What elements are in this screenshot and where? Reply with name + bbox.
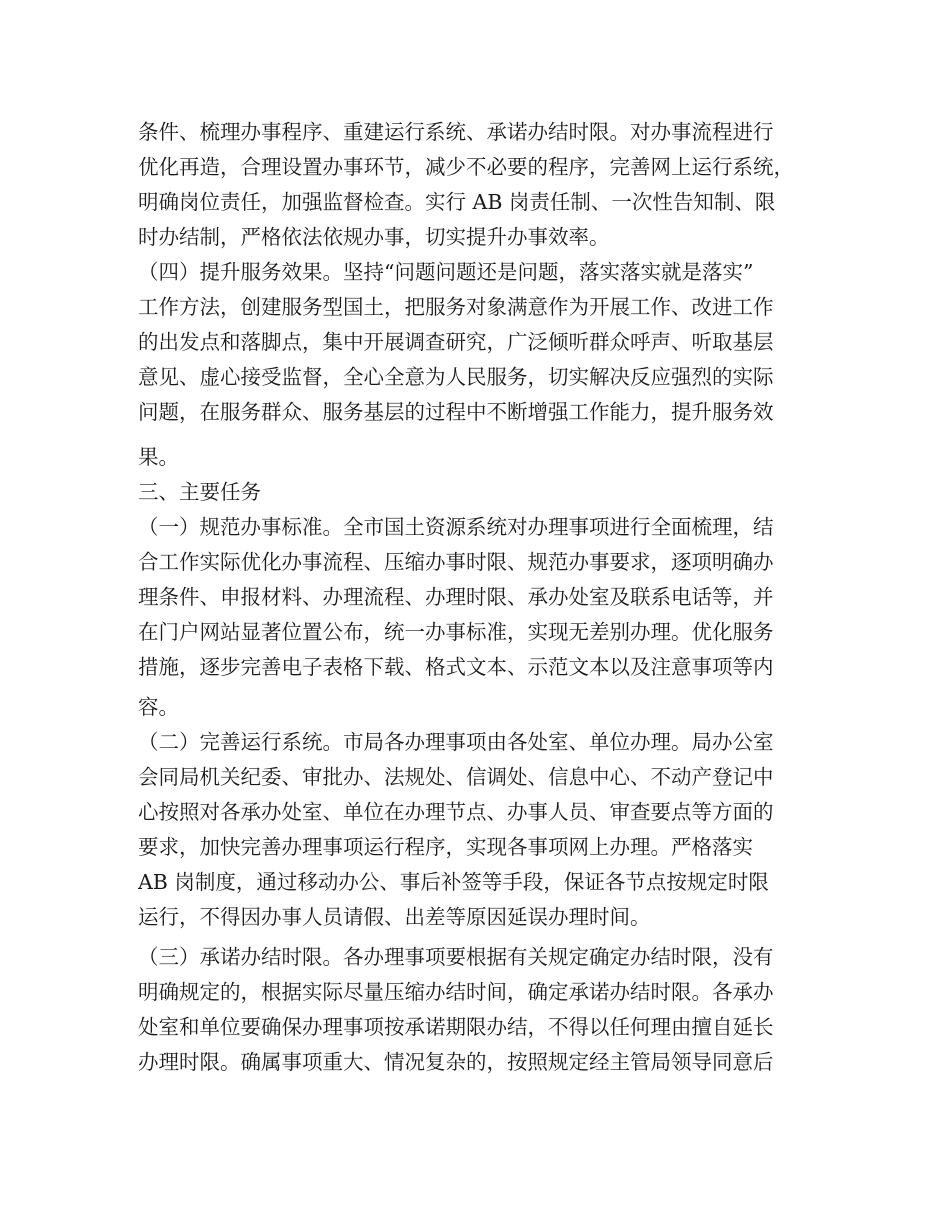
text-line: AB 岗制度，通过移动办公、事后补签等手段，保证各节点按规定时限: [138, 870, 769, 894]
text-line: 办理时限。确属事项重大、情况复杂的，按照规定经主管局领导同意后: [138, 1050, 774, 1074]
text-line: 会同局机关纪委、审批办、法规处、信调处、信息中心、不动产登记中: [138, 765, 774, 789]
text-line: 措施，逐步完善电子表格下载、格式文本、示范文本以及注意事项等内: [138, 655, 774, 679]
text-line: 意见、虚心接受监督，全心全意为人民服务，切实解决反应强烈的实际: [138, 365, 774, 389]
text-line: 理条件、申报材料、办理流程、办理时限、承办处室及联系电话等，并: [138, 585, 774, 609]
text-line: 心按照对各承办处室、单位在办理节点、办事人员、审查要点等方面的: [138, 800, 774, 824]
text-line: 运行，不得因办事人员请假、出差等原因延误办理时间。: [138, 905, 651, 929]
text-line: （一）规范办事标准。全市国土资源系统对办理事项进行全面梳理，结: [138, 515, 774, 539]
text-line: 处室和单位要确保办理事项按承诺期限办结，不得以任何理由擅自延长: [138, 1015, 774, 1039]
text-line: 优化再造，合理设置办事环节，减少不必要的程序，完善网上运行系统，: [138, 155, 794, 179]
text-line: 合工作实际优化办事流程、压缩办事时限、规范办事要求，逐项明确办: [138, 550, 774, 574]
text-line: 的出发点和落脚点，集中开展调查研究，广泛倾听群众呼声、听取基层: [138, 330, 774, 354]
text-line: （四）提升服务效果。坚持“问题问题还是问题，落实落实就是落实”: [138, 260, 754, 284]
text-line: 果。: [138, 445, 179, 469]
text-line: 明确岗位责任，加强监督检查。实行 AB 岗责任制、一次性告知制、限: [138, 190, 776, 214]
text-line: 条件、梳理办事程序、重建运行系统、承诺办结时限。对办事流程进行: [138, 120, 774, 144]
text-line: 要求，加快完善办理事项运行程序，实现各事项网上办理。严格落实: [138, 835, 753, 859]
text-line: 工作方法，创建服务型国土，把服务对象满意作为开展工作、改进工作: [138, 295, 774, 319]
text-line: 时办结制，严格依法依规办事，切实提升办事效率。: [138, 225, 610, 249]
text-line: （二）完善运行系统。市局各办理事项由各处室、单位办理。局办公室: [138, 730, 774, 754]
text-line: 容。: [138, 695, 179, 719]
section-heading: 三、主要任务: [138, 480, 261, 504]
text-line: 问题，在服务群众、服务基层的过程中不断增强工作能力，提升服务效: [138, 400, 774, 424]
text-line: 明确规定的，根据实际尽量压缩办结时间，确定承诺办结时限。各承办: [138, 980, 774, 1004]
text-line: 在门户网站显著位置公布，统一办事标准，实现无差别办理。优化服务: [138, 620, 774, 644]
text-line: （三）承诺办结时限。各办理事项要根据有关规定确定办结时限，没有: [138, 945, 774, 969]
